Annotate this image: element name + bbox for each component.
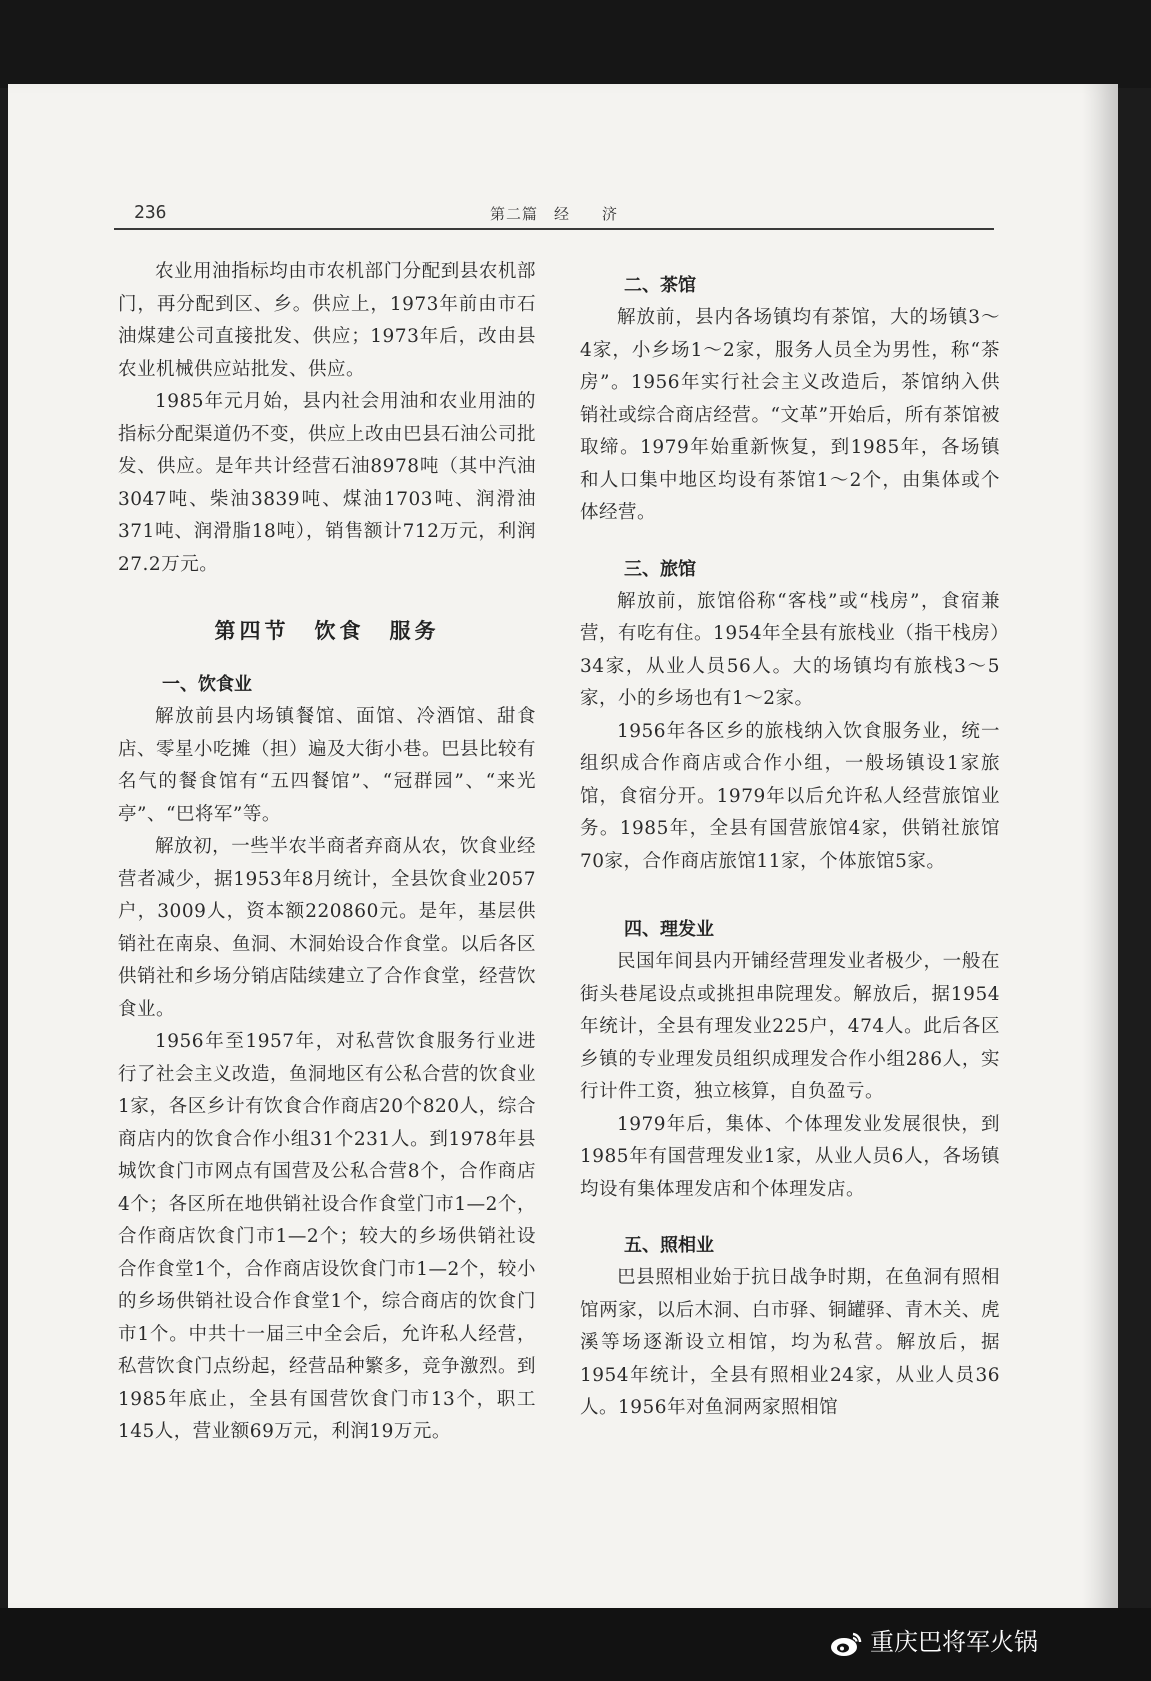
scan-border-top xyxy=(0,0,1151,88)
watermark-text: 重庆巴将军火锅 xyxy=(870,1628,1038,1656)
page-number: 236 xyxy=(134,202,167,223)
header-rule xyxy=(114,228,994,230)
paragraph: 解放前，县内各场镇均有茶馆，大的场镇3～4家，小乡场1～2家，服务人员全为男性，称“茶房”。1956年实行社会主义改造后，茶馆纳入供销社或综合商店经营。“文革”开始后，所有茶馆被取缔。1979年始重新恢复，到1985年，各场镇和人口集中地区均设有茶馆1～2个，由集体或个体经营。 xyxy=(580,307,1000,523)
page-edge-shadow xyxy=(1082,84,1118,1612)
paragraph: 解放前县内场镇餐馆、面馆、冷酒馆、甜食店、零星小吃摊（担）遍及大街小巷。巴县比较有名气的餐食馆有“五四餐馆”、“冠群园”、“来光亭”、“巴将军”等。 xyxy=(118,706,537,825)
paragraph: 巴县照相业始于抗日战争时期，在鱼洞有照相馆两家，以后木洞、白市驿、铜罐驿、青木关、虎溪等场逐渐设立相馆，均为私营。解放后，据1954年统计，全县有照相业24家，从业人员36人。1956年对鱼洞两家照相馆 xyxy=(580,1267,1000,1418)
paragraph: 1985年元月始，县内社会用油和农业用油的指标分配渠道仍不变，供应上改由巴县石油公司批发、供应。是年共计经营石油8978吨（其中汽油3047吨、柴油3839吨、煤油1703吨、润滑油371吨、润滑脂18吨），销售额计712万元，利润27.2万元。 xyxy=(118,391,537,575)
part-title: 第二篇 经 济 xyxy=(490,205,619,223)
weibo-icon xyxy=(828,1628,864,1658)
paragraph: 农业用油指标均由市农机部门分配到县农机部门，再分配到区、乡。供应上，1973年前由市石油煤建公司直接批发、供应；1973年后，改由县农业机械供应站批发、供应。 xyxy=(118,261,536,380)
paragraph: 1979年后，集体、个体理发业发展很快，到1985年有国营理发业1家，从业人员6人，各场镇均设有集体理发店和个体理发店。 xyxy=(580,1113,1000,1200)
paragraph: 解放初，一些半农半商者弃商从农，饮食业经营者减少，据1953年8月统计，全县饮食业2057户，3009人，资本额220860元。是年，基层供销社在南泉、鱼洞、木洞始设合作食堂。以后各区供销社和乡场分销店陆续建立了合作食堂，经营饮食业。 xyxy=(118,836,537,1020)
subsection-title: 一、饮食业 xyxy=(162,674,252,695)
subsection-title: 四、理发业 xyxy=(624,919,714,940)
paragraph: 民国年间县内开铺经营理发业者极少，一般在街头巷尾设点或挑担串院理发。解放后，据1954年统计，全县有理发业225户，474人。此后各区乡镇的专业理发员组织成理发合作小组286人，实行计件工资，独立核算，自负盈亏。 xyxy=(580,951,1000,1102)
right-column xyxy=(580,256,1000,1425)
paragraph: 解放前，旅馆俗称“客栈”或“栈房”，食宿兼营，有吃有住。1954年全县有旅栈业（指干栈房）34家，从业人员56人。大的场镇均有旅栈3～5家，小的乡场也有1～2家。 xyxy=(580,590,1000,709)
subsection-title: 二、茶馆 xyxy=(624,275,696,296)
subsection-title: 三、旅馆 xyxy=(624,558,696,580)
section-title: 第四节 饮食 服务 xyxy=(214,619,440,643)
running-header xyxy=(114,198,994,224)
subsection-title: 五、照相业 xyxy=(624,1235,714,1256)
paragraph: 1956年至1957年，对私营饮食服务行业进行了社会主义改造，鱼洞地区有公私合营的饮食业1家，各区乡计有饮食合作商店20个820人，综合商店内的饮食合作小组31个231人。到1978年县城饮食门市网点有国营及公私合营8个，合作商店4个；各区所在地供销社设合作食堂门市1—2个，合作商店饮食门市1—2个；较大的乡场供销社设合作食堂1个，合作商店设饮食门市1—2个，较小的乡场供销社设合作食堂1个，综合商店的饮食门市1个。中共十一届三中全会后，允许私人经营，私营饮食门点纷起，经营品种繁多，竞争激烈。到1985年底止，全县有国营饮食门市13个，职工145人，营业额69万元，利润19万元。 xyxy=(118,1031,537,1442)
paragraph: 1956年各区乡的旅栈纳入饮食服务业，统一组织成合作商店或合作小组，一般场镇设1家旅馆，食宿分开。1979年以后允许私人经营旅馆业务。1985年，全县有国营旅馆4家，供销社旅馆70家，合作商店旅馆11家，个体旅馆5家。 xyxy=(580,720,1000,872)
left-column xyxy=(118,256,536,1449)
